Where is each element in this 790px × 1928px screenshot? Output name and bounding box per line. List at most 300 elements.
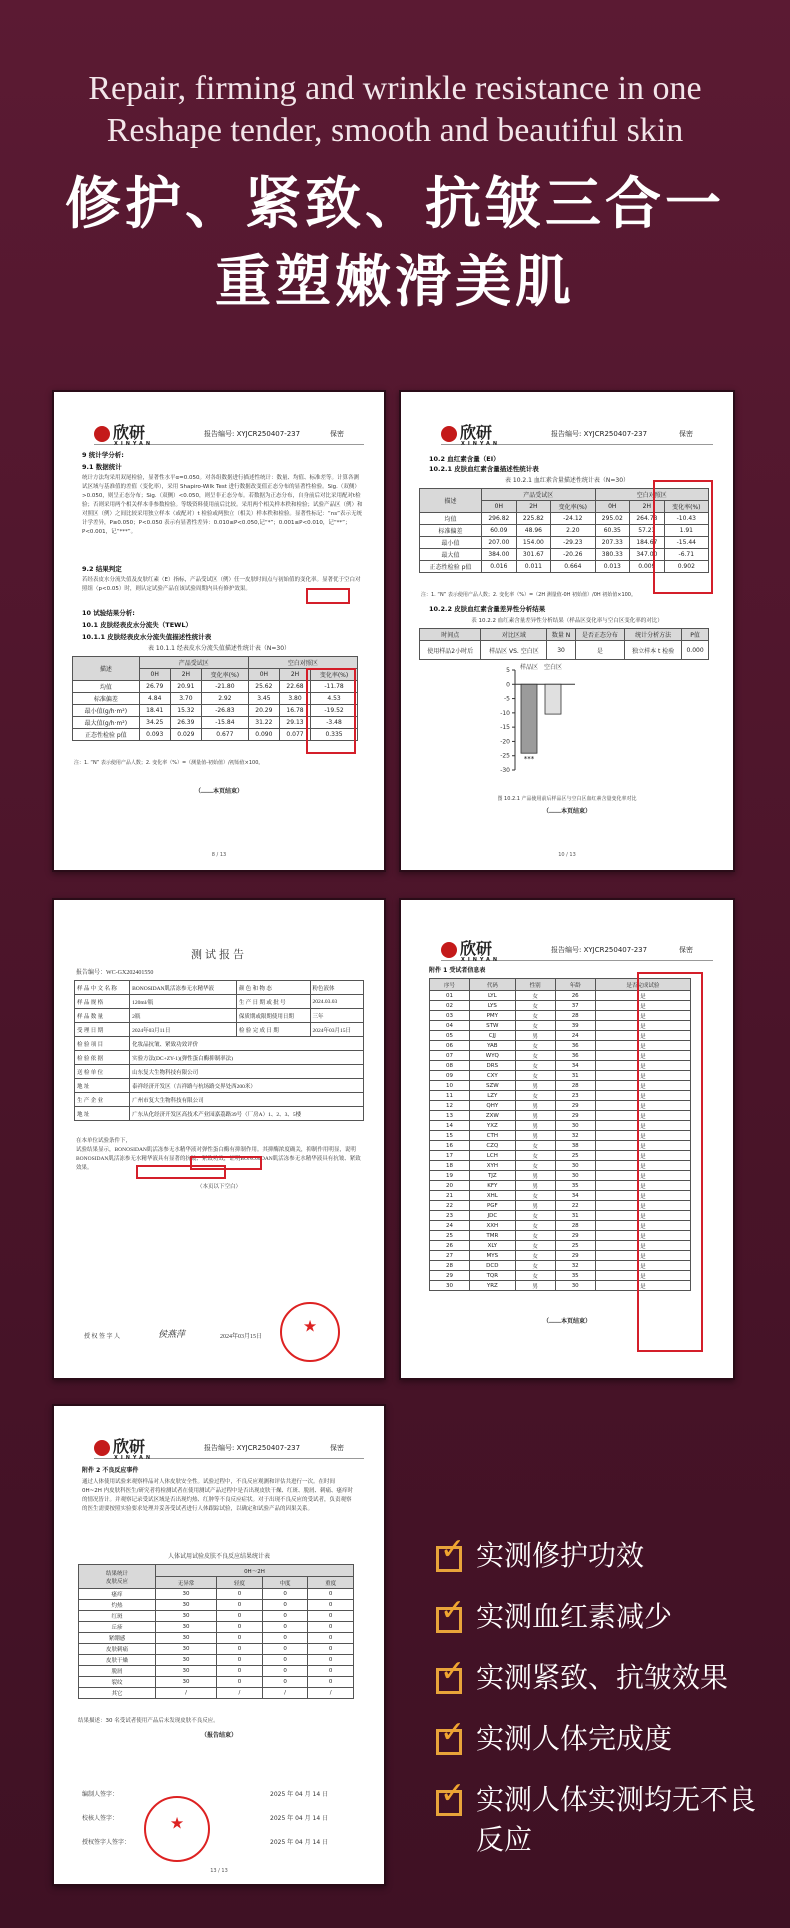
table-cell: 灼热 bbox=[79, 1600, 156, 1611]
seal-star-icon: ★ bbox=[169, 1813, 185, 1833]
table-row bbox=[75, 995, 364, 1009]
table-header: 0H～2H bbox=[155, 1565, 353, 1577]
report-number: 报告编号: XYJCR250407-237 bbox=[551, 946, 648, 954]
table-row bbox=[75, 1023, 364, 1037]
table-cell: 女 bbox=[515, 1191, 555, 1201]
signature-label: 校核人签字： bbox=[82, 1815, 119, 1822]
logo-text: 欣研 bbox=[113, 1437, 146, 1456]
table-cell: CXY bbox=[470, 1071, 515, 1081]
table-cell: 37 bbox=[555, 1001, 595, 1011]
official-seal bbox=[280, 1302, 340, 1362]
table-cell: 正态性检验 p值 bbox=[73, 729, 140, 741]
table-cell: CZQ bbox=[470, 1141, 515, 1151]
signature-label: 授权签字人签字： bbox=[82, 1839, 131, 1846]
table-cell: 女 bbox=[515, 1091, 555, 1101]
table-header: 变化率(%) bbox=[311, 669, 358, 681]
table-header: 描述 bbox=[73, 657, 140, 681]
table-cell: 30 bbox=[155, 1589, 216, 1600]
section-title: 9.1 数据统计 bbox=[82, 463, 122, 471]
feature-item: 实测血红素减少 bbox=[476, 1600, 673, 1633]
table-row bbox=[75, 1051, 364, 1065]
table-row bbox=[79, 1688, 354, 1699]
table-row bbox=[75, 1079, 364, 1093]
table-cell: 120ml/瓶 bbox=[130, 995, 237, 1009]
section-title: 10.1.1 皮肤经表皮水分流失值描述性统计表 bbox=[82, 633, 212, 641]
table-cell: 11 bbox=[430, 1091, 470, 1101]
report-header bbox=[441, 420, 713, 445]
page-number: 10 / 13 bbox=[558, 852, 576, 858]
table-cell: 0.093 bbox=[139, 729, 170, 741]
table-caption: 人体试用试验皮肤不良反应结果统计表 bbox=[167, 1553, 270, 1560]
table-cell: 07 bbox=[430, 1051, 470, 1061]
table-cell: 225.82 bbox=[516, 513, 551, 525]
xinyan-logo bbox=[441, 420, 500, 447]
table-cell: TQR bbox=[470, 1271, 515, 1281]
table-cell: 18.41 bbox=[139, 705, 170, 717]
table-cell: 0 bbox=[262, 1622, 308, 1633]
table-cell: 380.33 bbox=[595, 549, 630, 561]
table-cell: 其它 bbox=[79, 1688, 156, 1699]
table-header: 代码 bbox=[470, 979, 515, 991]
table-cell: -26.83 bbox=[201, 705, 248, 717]
table-cell: 30 bbox=[555, 1121, 595, 1131]
table-cell: 35 bbox=[555, 1271, 595, 1281]
report-date: 2024年03月15日 bbox=[220, 1334, 263, 1340]
sign-date: 2025 年 04 月 14 日 bbox=[270, 1815, 329, 1822]
table-row bbox=[79, 1677, 354, 1688]
table-cell: 28 bbox=[555, 1011, 595, 1021]
table-header: 无异常 bbox=[155, 1577, 216, 1589]
sign-date: 2025 年 04 月 14 日 bbox=[270, 1839, 329, 1846]
table-cell: 0 bbox=[308, 1666, 354, 1677]
table-cell: 10 bbox=[430, 1081, 470, 1091]
table-cell: 17 bbox=[430, 1151, 470, 1161]
table-cell: 保质期或限期使用日期 bbox=[236, 1009, 310, 1023]
feature-item: 实测修护功效 bbox=[476, 1539, 645, 1572]
report-page-adverse-reactions bbox=[52, 1404, 386, 1886]
table-cell: XHL bbox=[470, 1191, 515, 1201]
table-cell: 是 bbox=[595, 1201, 690, 1211]
table-cell: 24 bbox=[555, 1031, 595, 1041]
table-cell: 2.92 bbox=[201, 693, 248, 705]
table-cell: 是 bbox=[595, 1081, 690, 1091]
confidential-label: 保密 bbox=[330, 430, 344, 438]
table-cell: 4.84 bbox=[139, 693, 170, 705]
highlight-box bbox=[637, 972, 703, 1352]
table-cell: STW bbox=[470, 1021, 515, 1031]
table-cell: 女 bbox=[515, 1141, 555, 1151]
table-cell: 0 bbox=[308, 1677, 354, 1688]
table-cell: 13 bbox=[430, 1111, 470, 1121]
table-row bbox=[75, 1037, 364, 1051]
table-header: 空白对照区 bbox=[595, 489, 708, 501]
table-cell: 0.677 bbox=[201, 729, 248, 741]
table-cell: 是 bbox=[595, 1171, 690, 1181]
table-header: 变化率(%) bbox=[201, 669, 248, 681]
table-cell: 06 bbox=[430, 1041, 470, 1051]
attachment-title: 附件 1 受试者信息表 bbox=[429, 967, 486, 974]
table-cell: 是 bbox=[595, 1131, 690, 1141]
table-cell: 独立样本 t 检验 bbox=[625, 641, 682, 660]
logo-subtext: XINYAN bbox=[114, 1455, 154, 1461]
xinyan-logo bbox=[94, 420, 153, 447]
table-cell: 0 bbox=[308, 1589, 354, 1600]
table-cell: LZY bbox=[470, 1091, 515, 1101]
table-cell: 是 bbox=[595, 1211, 690, 1221]
table-cell: 女 bbox=[515, 1001, 555, 1011]
feature-item: 实测人体完成度 bbox=[476, 1722, 673, 1755]
table-cell: 20.91 bbox=[170, 681, 201, 693]
erythema-bar-chart bbox=[481, 662, 641, 792]
table-row bbox=[79, 1644, 354, 1655]
table-cell: 女 bbox=[515, 1011, 555, 1021]
report-number: 报告编号: XYJCR250407-237 bbox=[204, 1444, 301, 1452]
table-cell: 是 bbox=[595, 1191, 690, 1201]
table-cell: 16 bbox=[430, 1141, 470, 1151]
table-cell: 0 bbox=[308, 1644, 354, 1655]
table-cell: 是 bbox=[575, 641, 625, 660]
table-cell: 男 bbox=[515, 1201, 555, 1211]
table-cell: DCD bbox=[470, 1261, 515, 1271]
table-cell: 31.22 bbox=[248, 717, 279, 729]
table-cell: -15.44 bbox=[664, 537, 708, 549]
section-title: 10.2.2 皮肤血红素含量差异性分析结果 bbox=[429, 605, 546, 613]
table-cell: 296.82 bbox=[482, 513, 517, 525]
table-cell: 0 bbox=[308, 1655, 354, 1666]
y-tick-label: 0 bbox=[506, 681, 510, 689]
table-row bbox=[79, 1666, 354, 1677]
table-cell: 是 bbox=[595, 1031, 690, 1041]
table-row bbox=[79, 1633, 354, 1644]
table-cell: 264.78 bbox=[630, 513, 665, 525]
table-cell: 山东复大生物科技有限公司 bbox=[130, 1065, 364, 1079]
table-cell: 颜 色 和 物 态 bbox=[236, 981, 310, 995]
page-end: （……本页结束） bbox=[542, 808, 591, 815]
table-cell: 女 bbox=[515, 1271, 555, 1281]
seal-star-icon: ★ bbox=[302, 1316, 318, 1336]
checkbox-icon: ✓ bbox=[434, 1599, 468, 1633]
table-cell: -10.43 bbox=[664, 513, 708, 525]
table-cell: 28 bbox=[555, 1221, 595, 1231]
page-end: （……本页结束） bbox=[542, 1318, 591, 1325]
category-label: 样品区 bbox=[519, 664, 539, 671]
table-cell: 29 bbox=[555, 1231, 595, 1241]
table-cell: TMR bbox=[470, 1231, 515, 1241]
table-cell: 12 bbox=[430, 1101, 470, 1111]
paragraph: 试验结果显示，BONOSIDAN肌活冻参无水精华液对弹性蛋白酶有抑制作用。其抑酶浓度确关，抑制作用明显，说明BONOSIDAN肌活冻参无水精华液具有显著的抗皱、紧致功效，证明BONOSIDAN肌活冻参无水精华液具有抗皱、紧致效果。 bbox=[76, 1147, 361, 1171]
table-cell: 0 bbox=[217, 1644, 263, 1655]
table-cell: 30 bbox=[555, 1161, 595, 1171]
table-cell: 21 bbox=[430, 1191, 470, 1201]
checkbox-icon: ✓ bbox=[434, 1538, 468, 1572]
table-cell: / bbox=[262, 1688, 308, 1699]
table-cell: 3.45 bbox=[248, 693, 279, 705]
table-cell: 女 bbox=[515, 1161, 555, 1171]
table-cell: 30 bbox=[547, 641, 575, 660]
table-cell: / bbox=[155, 1688, 216, 1699]
table-cell: 男 bbox=[515, 1121, 555, 1131]
table-caption: 表 10.2.2 血红素含量差异性分析结果（样品区变化率与空白区变化率的对比） bbox=[471, 618, 663, 624]
table-cell: 30 bbox=[155, 1633, 216, 1644]
table-cell: 25.62 bbox=[248, 681, 279, 693]
table-cell: 18 bbox=[430, 1161, 470, 1171]
table-cell: 0.902 bbox=[664, 561, 708, 573]
report-page-subjects bbox=[399, 898, 735, 1380]
table-cell: 三年 bbox=[310, 1009, 363, 1023]
table-cell: -21.80 bbox=[201, 681, 248, 693]
highlight-box bbox=[306, 588, 350, 604]
table-cell: 0 bbox=[217, 1655, 263, 1666]
section-title: 9.2 结果判定 bbox=[82, 565, 122, 573]
table-header: 描述 bbox=[420, 489, 482, 513]
table-cell: 女 bbox=[515, 1211, 555, 1221]
table-cell: 01 bbox=[430, 991, 470, 1001]
table-cell: 02 bbox=[430, 1001, 470, 1011]
logo-mark-icon bbox=[94, 426, 110, 442]
table-header: 是否完成试验 bbox=[595, 979, 690, 991]
table-cell: 女 bbox=[515, 1261, 555, 1271]
paragraph: 统计方法均采用双尾检验，显著性水平α=0.050。对各组数据进行描述性统计：数量、均值、标准差等。计算各测试区域与基准值的差值（变化率），采用 Shapiro-Wilk Test 进行数据改变值正态分布的显著性检验。Sig.（双侧）>0.050，则呈正态分布；Sig.（双侧）<0.050，则呈非正态分布。若数据为正态分布，自身前后对比采用配对t检验；否则采用两个相关样本非参数检验。等级资料使用前后比较。采用两个相关样本秩和检验；试验产品区（例）和对照区（例）之间比较采用独立样本（或配对）t 检验或两独立（相关）样本秩和检验。显著性标记：“ns”表示无统计学差异，P≥0.050；P<0.050 表示有显著性差异：0.010≤P<0.050,记“*”；0.001≤P<0.010，记“**”；P<0.001，记“***”。 bbox=[82, 475, 363, 535]
table-cell: 检 验 完 成 日 期 bbox=[236, 1023, 310, 1037]
y-tick-label: -20 bbox=[500, 738, 510, 746]
table-cell: 3.70 bbox=[170, 693, 201, 705]
table-cell: 是 bbox=[595, 1261, 690, 1271]
table-cell: 是 bbox=[595, 1161, 690, 1171]
headline-chinese-line-2: 重塑嫩滑美肌 bbox=[215, 250, 575, 315]
table-cell: 04 bbox=[430, 1021, 470, 1031]
table-cell: 裂纹 bbox=[79, 1677, 156, 1688]
table-cell: 39 bbox=[555, 1021, 595, 1031]
table-cell: 丘疹 bbox=[79, 1622, 156, 1633]
table-cell: 347.00 bbox=[630, 549, 665, 561]
confidential-label: 保密 bbox=[679, 430, 693, 438]
signature-label: 编制人签字： bbox=[82, 1791, 119, 1798]
table-cell: YRZ bbox=[470, 1281, 515, 1291]
table-cell: 实验方法(DC+ZY-1)(弹性蛋白酶抑制率法) bbox=[130, 1051, 364, 1065]
table-row bbox=[75, 1065, 364, 1079]
table-cell: 是 bbox=[595, 1091, 690, 1101]
table-cell: 男 bbox=[515, 1281, 555, 1291]
table-cell: 脱屑 bbox=[79, 1666, 156, 1677]
table-cell: 是 bbox=[595, 1101, 690, 1111]
table-cell: 30 bbox=[555, 1281, 595, 1291]
table-header: 数量 N bbox=[547, 629, 575, 641]
table-cell: 化妆品抗皱、紧致功效评价 bbox=[130, 1037, 364, 1051]
table-cell: 32 bbox=[555, 1261, 595, 1271]
table-header: 变化率(%) bbox=[551, 501, 595, 513]
table-cell: 0.335 bbox=[311, 729, 358, 741]
table-cell: 3.80 bbox=[279, 693, 310, 705]
headline-english-line-2: Reshape tender, smooth and beautiful skin bbox=[106, 112, 684, 149]
table-header: 序号 bbox=[430, 979, 470, 991]
table-cell: 样 品 数 量 bbox=[75, 1009, 130, 1023]
checkbox-icon: ✓ bbox=[434, 1782, 468, 1816]
table-cell: 1.91 bbox=[664, 525, 708, 537]
table-cell: 男 bbox=[515, 1181, 555, 1191]
highlight-box bbox=[306, 668, 356, 754]
table-cell: 26 bbox=[430, 1241, 470, 1251]
table-header: 性别 bbox=[515, 979, 555, 991]
table-row bbox=[79, 1589, 354, 1600]
report-header bbox=[94, 420, 364, 445]
table-cell: 女 bbox=[515, 1071, 555, 1081]
table-header: 中度 bbox=[262, 1577, 308, 1589]
table-cell: XXH bbox=[470, 1221, 515, 1231]
table-cell: 22 bbox=[430, 1201, 470, 1211]
table-cell: 30 bbox=[155, 1622, 216, 1633]
table-cell: TJZ bbox=[470, 1171, 515, 1181]
table-cell: 均值 bbox=[73, 681, 140, 693]
table-cell: 生 产 日 期 或 批 号 bbox=[236, 995, 310, 1009]
table-cell: 样品区 VS. 空白区 bbox=[481, 641, 547, 660]
table-cell: 0 bbox=[308, 1622, 354, 1633]
logo-mark-icon bbox=[94, 1440, 110, 1456]
table-cell: 标准偏差 bbox=[420, 525, 482, 537]
table-cell: 0 bbox=[262, 1655, 308, 1666]
table-cell: 0.090 bbox=[248, 729, 279, 741]
table-cell: 0 bbox=[217, 1589, 263, 1600]
table-cell: 2瓶 bbox=[130, 1009, 237, 1023]
table-cell: LYL bbox=[470, 991, 515, 1001]
table-cell: 最大值(g/h·m²) bbox=[73, 717, 140, 729]
table-cell: 60.09 bbox=[482, 525, 517, 537]
checkbox-icon: ✓ bbox=[434, 1660, 468, 1694]
logo-subtext: XINYAN bbox=[461, 957, 501, 963]
table-cell: -11.78 bbox=[311, 681, 358, 693]
logo-subtext: XINYAN bbox=[461, 441, 501, 447]
table-cell: 是 bbox=[595, 1001, 690, 1011]
table-cell: 2024.03.03 bbox=[310, 995, 363, 1009]
table-cell: -19.52 bbox=[311, 705, 358, 717]
table-cell: 广东从化经济开发区高技术产业园嘉荔路39号（厂房A）1、2、3、5楼 bbox=[130, 1107, 364, 1121]
table-cell: 是 bbox=[595, 1071, 690, 1081]
table-cell: 4.53 bbox=[311, 693, 358, 705]
table-cell: 标准偏差 bbox=[73, 693, 140, 705]
table-cell: 女 bbox=[515, 1251, 555, 1261]
y-tick-label: -15 bbox=[500, 724, 510, 732]
table-cell: 使用样品2小时后 bbox=[420, 641, 481, 660]
table-cell: 34.25 bbox=[139, 717, 170, 729]
table-cell: 24 bbox=[430, 1221, 470, 1231]
result-description: 结果描述：30 名受试者使用产品后未发现皮肤不良反应。 bbox=[78, 1718, 219, 1724]
table-cell: 广州市复大生物科技有限公司 bbox=[130, 1093, 364, 1107]
table-cell: 女 bbox=[515, 1221, 555, 1231]
logo-text: 欣研 bbox=[460, 939, 493, 958]
table-cell: 是 bbox=[595, 1041, 690, 1051]
table-cell: 0 bbox=[308, 1633, 354, 1644]
table-note: 注：1. “N” 表示使用产品人数；2. 变化率（%）=（测量值-初始值）/初始值×100。 bbox=[74, 760, 264, 766]
page-end: （……本页结束） bbox=[194, 788, 243, 795]
report-number: 报告编号: XYJCR250407-237 bbox=[204, 430, 301, 438]
page-number: 8 / 13 bbox=[211, 852, 227, 858]
table-cell: PMY bbox=[470, 1011, 515, 1021]
table-cell: 皮肤干燥 bbox=[79, 1655, 156, 1666]
test-report-title: 测试报告 bbox=[191, 949, 247, 961]
logo-text: 欣研 bbox=[460, 423, 493, 442]
table-cell: XYH bbox=[470, 1161, 515, 1171]
report-header bbox=[94, 1434, 364, 1459]
table-cell: 样 品 规 格 bbox=[75, 995, 130, 1009]
table-cell: 男 bbox=[515, 1031, 555, 1041]
table-cell: LYS bbox=[470, 1001, 515, 1011]
headline-chinese-line-1: 修护、紧致、抗皱三合一 bbox=[65, 172, 725, 237]
table-cell: 38 bbox=[555, 1141, 595, 1151]
table-note: 注：1. “N” 表示使用产品人数；2. 变化率（%）=（2H 测量值-0H 初始值）/0H 初始值×100。 bbox=[421, 592, 636, 598]
table-cell: 检 验 依 据 bbox=[75, 1051, 130, 1065]
table-cell: 女 bbox=[515, 1051, 555, 1061]
table-cell: 送 检 单 位 bbox=[75, 1065, 130, 1079]
table-cell: LCH bbox=[470, 1151, 515, 1161]
table-cell: 是 bbox=[595, 1181, 690, 1191]
table-cell: 29 bbox=[555, 1111, 595, 1121]
table-cell: 女 bbox=[515, 1021, 555, 1031]
table-header: 0H bbox=[595, 501, 630, 513]
xinyan-logo bbox=[441, 936, 500, 963]
table-cell: -6.71 bbox=[664, 549, 708, 561]
table-cell: / bbox=[308, 1688, 354, 1699]
section-title: 10 试验结果分析: bbox=[82, 609, 135, 617]
handwritten-signature: 侯燕萍 bbox=[158, 1329, 186, 1339]
table-cell: 207.33 bbox=[595, 537, 630, 549]
table-body bbox=[79, 1589, 354, 1699]
table-row bbox=[75, 1107, 364, 1121]
report-page-erythema bbox=[399, 390, 735, 872]
table-cell: 30 bbox=[155, 1644, 216, 1655]
table-cell: 36 bbox=[555, 1041, 595, 1051]
table-header: 0H bbox=[139, 669, 170, 681]
y-tick-label: -10 bbox=[500, 709, 510, 717]
table-header: P值 bbox=[682, 629, 709, 641]
table-cell: 男 bbox=[515, 1111, 555, 1121]
headline-english-line-1: Repair, firming and wrinkle resistance in one bbox=[88, 70, 702, 107]
table-row bbox=[79, 1611, 354, 1622]
table-cell: 26 bbox=[555, 991, 595, 1001]
table-cell: 女 bbox=[515, 1061, 555, 1071]
logo-text: 欣研 bbox=[113, 423, 146, 442]
table-cell: 384.00 bbox=[482, 549, 517, 561]
table-cell: -29.23 bbox=[551, 537, 595, 549]
table-cell: 30 bbox=[155, 1600, 216, 1611]
table-header: 是否正态分布 bbox=[575, 629, 625, 641]
table-cell: 34 bbox=[555, 1191, 595, 1201]
category-label: 空白区 bbox=[543, 664, 563, 671]
table-cell: 0 bbox=[262, 1600, 308, 1611]
table-cell: ZXW bbox=[470, 1111, 515, 1121]
table-header: 变化率(%) bbox=[664, 501, 708, 513]
table-cell: 0 bbox=[262, 1611, 308, 1622]
table-cell: 30 bbox=[155, 1677, 216, 1688]
table-cell: 男 bbox=[515, 1101, 555, 1111]
table-cell: 是 bbox=[595, 1051, 690, 1061]
paragraph: 若经表皮水分流失值及皮肤红素（E）指标，产品受试区（例）任一皮肤时间点与初始值的变化率。显著优于空白对照组（p<0.05）时，则认定试验产品在该试验周期内具有修护效果。 bbox=[82, 577, 361, 592]
table-cell: 22.68 bbox=[279, 681, 310, 693]
table-cell: 是 bbox=[595, 1021, 690, 1031]
section-title: 10.1 皮肤经表皮水分流失（TEWL） bbox=[82, 621, 192, 629]
table-cell: 是 bbox=[595, 1111, 690, 1121]
logo-mark-icon bbox=[441, 426, 457, 442]
table-cell: / bbox=[217, 1688, 263, 1699]
table-cell: 红斑 bbox=[79, 1611, 156, 1622]
table-cell: DRS bbox=[470, 1061, 515, 1071]
table-cell: 34 bbox=[555, 1061, 595, 1071]
table-cell: 29 bbox=[555, 1101, 595, 1111]
header-result: 结果统计 bbox=[105, 1570, 128, 1577]
table-header: 产品受试区 bbox=[139, 657, 248, 669]
logo-mark-icon bbox=[441, 942, 457, 958]
report-number: 报告编号: XYJCR250407-237 bbox=[551, 430, 648, 438]
table-cell: 粉色液体 bbox=[310, 981, 363, 995]
table-cell: CJJ bbox=[470, 1031, 515, 1041]
